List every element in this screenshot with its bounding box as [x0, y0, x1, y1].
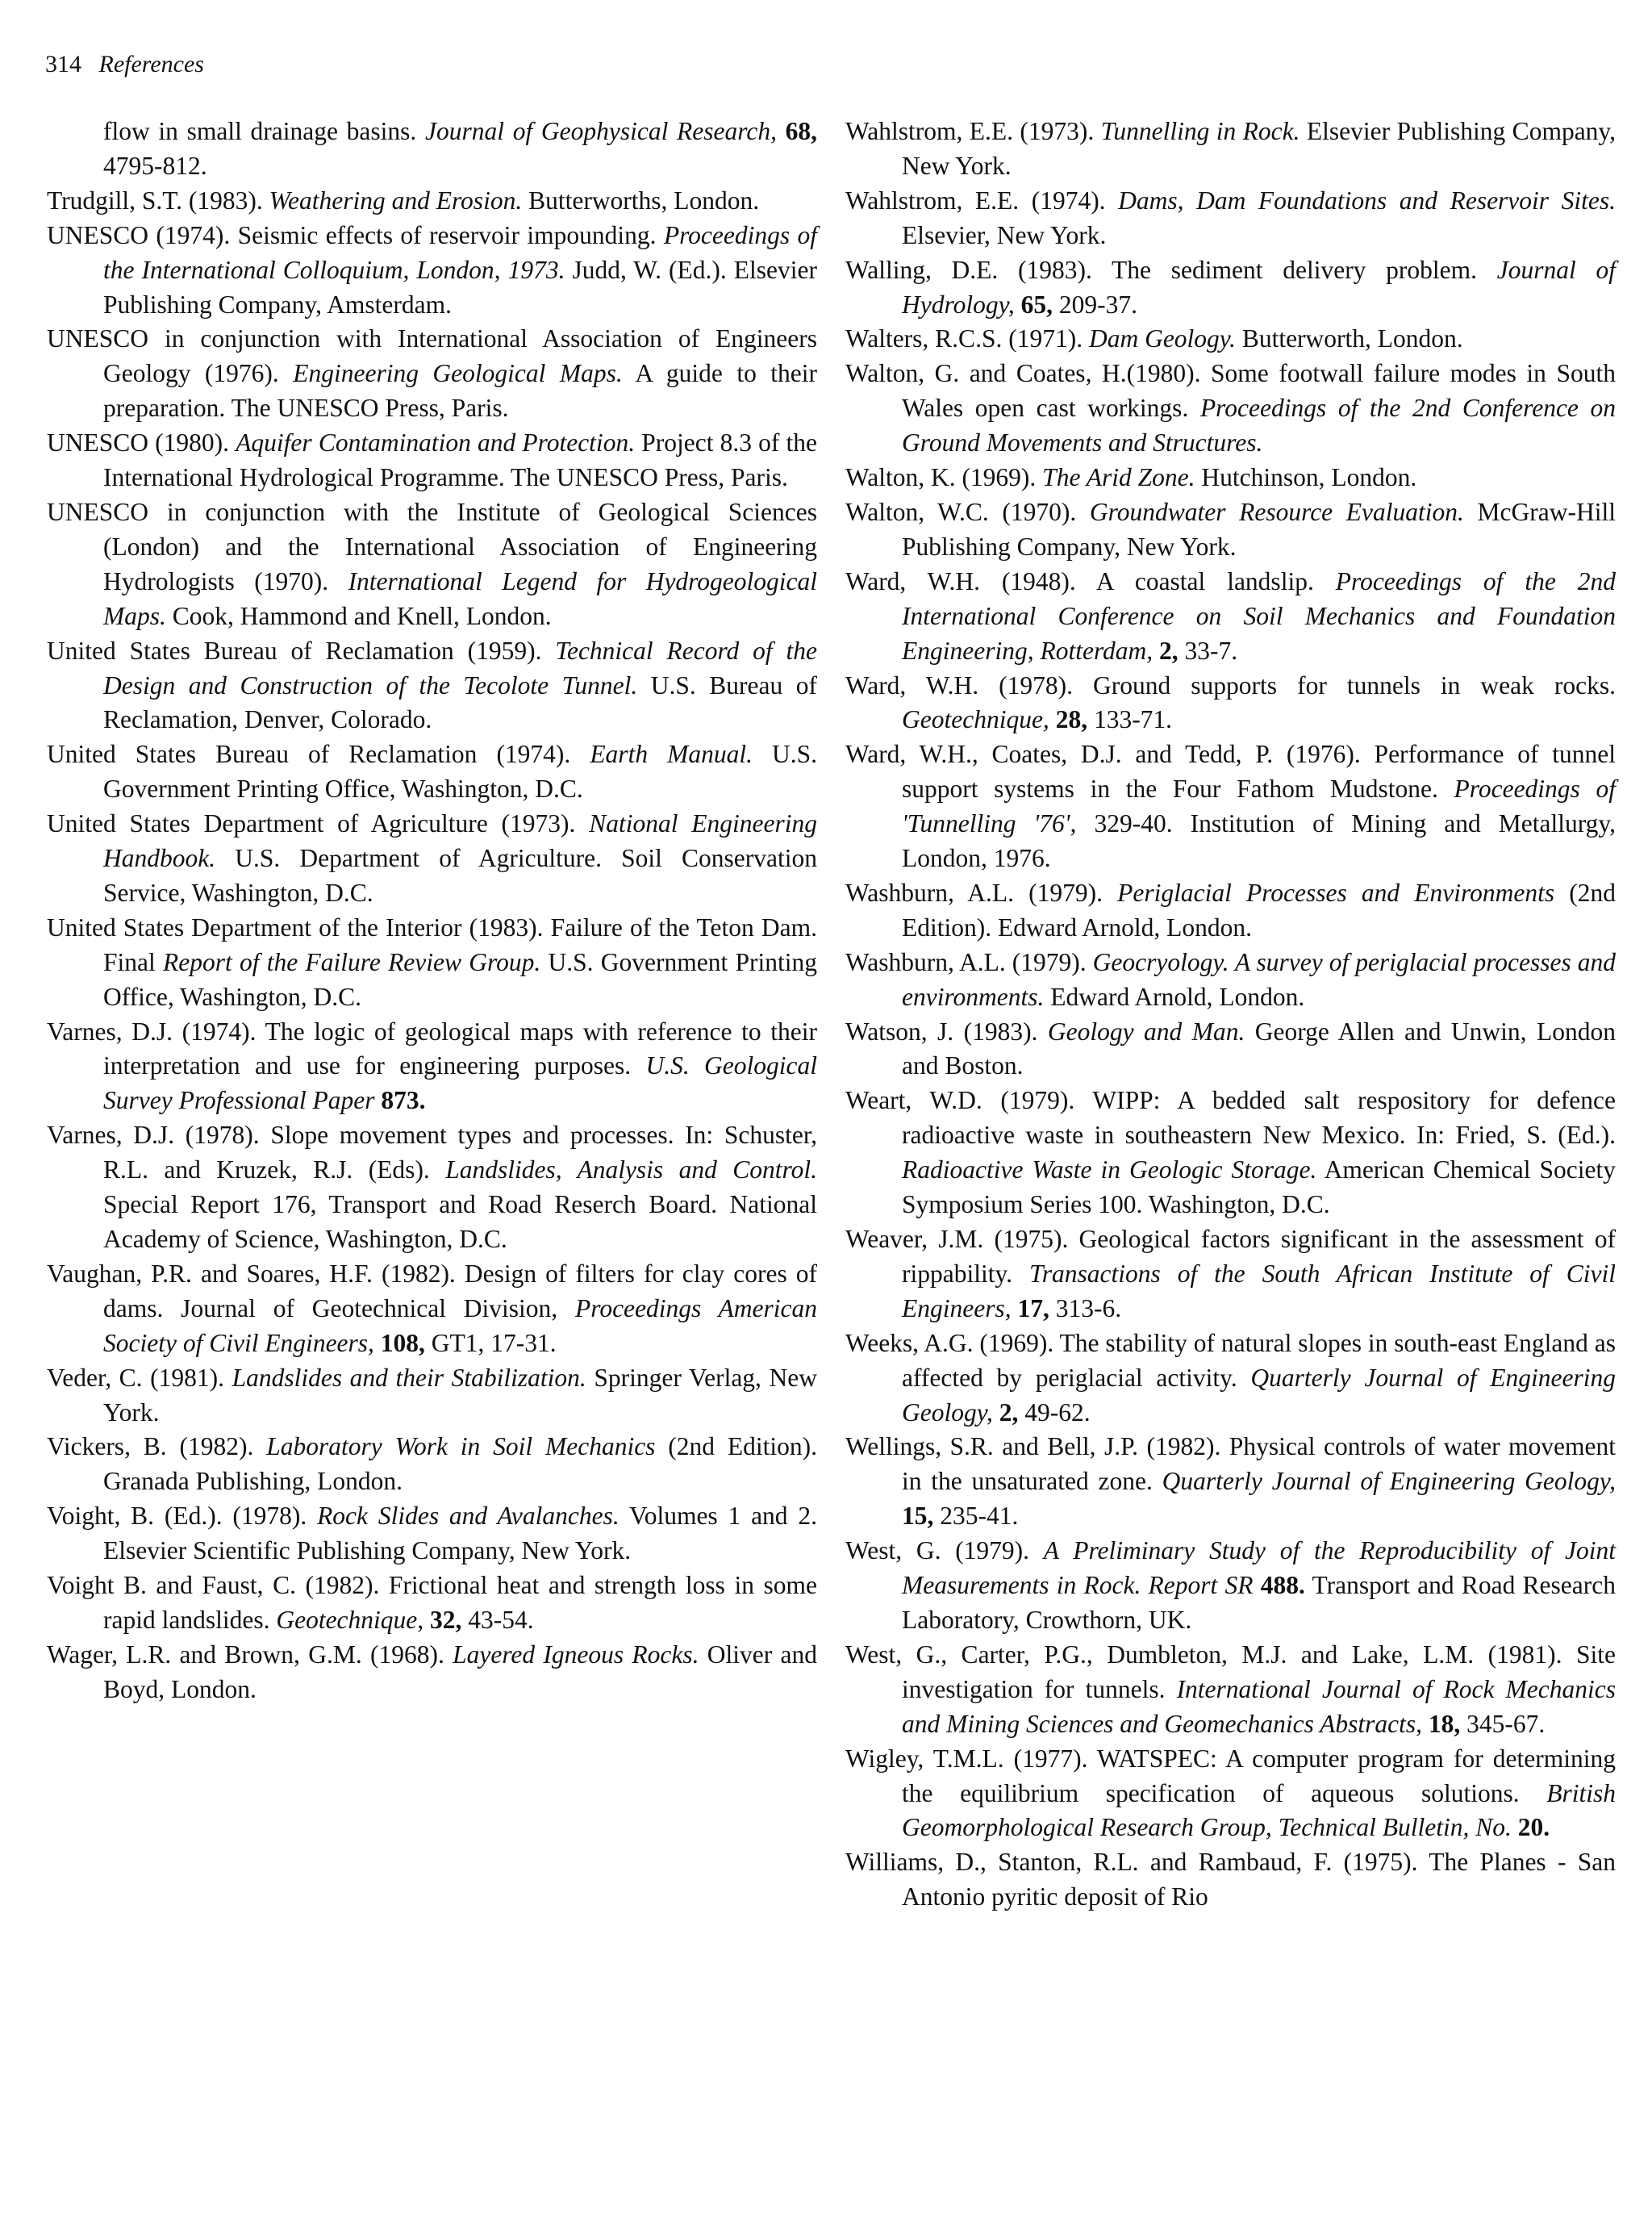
- reference-volume: 65,: [1020, 290, 1053, 319]
- reference-volume: 488.: [1260, 1571, 1305, 1600]
- reference-text: U.S. Department of Agriculture. Soil Conservation Service, Washington, D.C.: [103, 844, 817, 907]
- reference-entry: [47, 1257, 817, 1361]
- reference-text: Weaver, J.M. (1975). Geological factors significant in the assessment of rippability.: [845, 1225, 1616, 1288]
- reference-title: Proceedings of the 2nd International Conference on Soil Mechanics and Foundation Engineering, Rotterdam,: [902, 566, 1616, 665]
- reference-title: Report of the Failure Review Group.: [163, 947, 541, 976]
- reference-volume: 873.: [381, 1086, 426, 1115]
- reference-text: [423, 1606, 430, 1634]
- reference-text: U.S. Bureau of Reclamation, Denver, Colorado.: [103, 670, 817, 734]
- reference-entry: [47, 911, 817, 1015]
- reference-entry: [47, 1499, 817, 1569]
- reference-entry: [845, 565, 1616, 669]
- reference-text: McGraw-Hill Publishing Company, New York.: [902, 497, 1616, 561]
- reference-text: [993, 1398, 999, 1427]
- reference-volume: 2,: [1159, 636, 1179, 665]
- reference-title: Dams, Dam Foundations and Reservoir Sites.: [1118, 186, 1616, 215]
- reference-text: Voight B. and Faust, C. (1982). Frictional heat and strength loss in some rapid landslides.: [47, 1571, 817, 1634]
- reference-title: Quarterly Journal of Engineering Geology,: [1162, 1467, 1616, 1496]
- reference-text: Ward, W.H. (1948). A coastal landslip.: [845, 566, 1336, 595]
- reference-entry: [47, 1638, 817, 1707]
- reference-volume: 20.: [1517, 1813, 1550, 1842]
- reference-title: International Journal of Rock Mechanics and Mining Sciences and Geomechanics Abstracts,: [902, 1674, 1616, 1738]
- reference-text: Washburn, A.L. (1979).: [845, 947, 1093, 976]
- reference-title: Technical Record of the Design and Construction of the Tecolote Tunnel.: [103, 636, 817, 700]
- reference-text: 33-7.: [1178, 636, 1238, 665]
- reference-text: Wahlstrom, E.E. (1973).: [845, 117, 1101, 145]
- reference-entry: [47, 219, 817, 323]
- reference-title: Landslides and their Stabilization.: [232, 1363, 586, 1392]
- reference-entry: [47, 807, 817, 911]
- reference-text: West, G., Carter, P.G., Dumbleton, M.J. and Lake, L.M. (1981). Site investigation for tunnels.: [845, 1640, 1616, 1703]
- reference-title: Groundwater Resource Evaluation.: [1089, 497, 1464, 526]
- reference-text: 235-41.: [933, 1502, 1019, 1531]
- reference-text: [1422, 1710, 1429, 1738]
- reference-text: Varnes, D.J. (1978). Slope movement types and processes. In: Schuster, R.L. and Kruzek, R.J. (Eds).: [47, 1121, 817, 1184]
- reference-text: Special Report 176, Transport and Road Reserch Board. National Academy of Science, Washington, D.C.: [103, 1190, 817, 1253]
- reference-text: Butterworth, London.: [1235, 324, 1463, 353]
- reference-text: (2nd Edition). Granada Publishing, London.: [103, 1432, 817, 1496]
- reference-text: Transport and Road Research Laboratory, Crowthorn, UK.: [902, 1571, 1616, 1634]
- reference-text: UNESCO (1980).: [47, 428, 236, 457]
- reference-title: Geotechnique,: [902, 705, 1049, 734]
- reference-text: Judd, W. (Ed.). Elsevier Publishing Company, Amsterdam.: [103, 255, 817, 319]
- reference-entry: [47, 322, 817, 426]
- reference-text: [1153, 637, 1159, 665]
- reference-entry: [47, 1015, 817, 1119]
- reference-title: Periglacial Processes and Environments: [1117, 878, 1555, 907]
- reference-title: Rock Slides and Avalanches.: [317, 1502, 620, 1531]
- reference-entry: [845, 737, 1616, 876]
- reference-text: Vickers, B. (1982).: [47, 1432, 267, 1461]
- reference-text: 43-54.: [461, 1605, 534, 1634]
- reference-volume: 32,: [430, 1605, 462, 1634]
- reference-text: Elsevier, New York.: [902, 220, 1107, 249]
- reference-text: Trudgill, S.T. (1983).: [47, 186, 269, 215]
- reference-text: United States Department of the Interior (1983). Failure of the Teton Dam. Final: [47, 913, 817, 976]
- reference-entry: [845, 1638, 1616, 1742]
- reference-text: [1512, 1813, 1518, 1841]
- reference-text: Walton, K. (1969).: [845, 463, 1043, 492]
- reference-entry: [47, 426, 817, 495]
- reference-title: Landslides, Analysis and Control.: [445, 1155, 817, 1184]
- reference-text: Wager, L.R. and Brown, G.M. (1968).: [47, 1640, 453, 1669]
- reference-entry: [47, 1118, 817, 1257]
- reference-text: Washburn, A.L. (1979).: [845, 878, 1118, 907]
- reference-entry: [845, 1222, 1616, 1326]
- reference-text: UNESCO (1974). Seismic effects of reservoir impounding.: [47, 220, 664, 249]
- reference-text: UNESCO in conjunction with International Association of Engineers Geology (1976).: [47, 324, 817, 388]
- reference-text: flow in small drainage basins.: [103, 117, 426, 145]
- reference-text: Varnes, D.J. (1974). The logic of geological maps with reference to their interpretation and use for engineering purposes.: [47, 1017, 817, 1080]
- reference-text: Weeks, A.G. (1969). The stability of natural slopes in south-east England as affected by periglacial activity.: [845, 1328, 1616, 1392]
- reference-text: [374, 1329, 381, 1357]
- reference-text: (2nd Edition). Edward Arnold, London.: [902, 878, 1617, 942]
- reference-entry: [845, 1084, 1616, 1222]
- reference-text: Wahlstrom, E.E. (1974).: [845, 186, 1119, 215]
- reference-text: Ward, W.H. (1978). Ground supports for tunnels in weak rocks.: [845, 670, 1616, 700]
- reference-text: Elsevier Publishing Company, New York.: [902, 117, 1616, 180]
- reference-text: George Allen and Unwin, London and Boston.: [902, 1017, 1616, 1080]
- reference-text: Vaughan, P.R. and Soares, H.F. (1982). Design of filters for clay cores of dams. Journal of Geotechnical Division,: [47, 1259, 817, 1322]
- reference-text: Wigley, T.M.L. (1977). WATSPEC: A computer program for determining the equilibrium specification of aqueous solutions.: [845, 1744, 1616, 1807]
- reference-text: Butterworths, London.: [522, 186, 760, 215]
- reference-entry: [845, 253, 1616, 323]
- reference-text: A guide to their preparation. The UNESCO Press, Paris.: [103, 359, 818, 423]
- reference-title: Earth Manual.: [590, 740, 753, 769]
- reference-volume: 28,: [1055, 705, 1088, 734]
- reference-title: Geotechnique,: [276, 1605, 424, 1634]
- reference-title: Transactions of the South African Institute of Civil Engineers,: [902, 1259, 1616, 1322]
- reference-title: Aquifer Contamination and Protection.: [236, 428, 636, 457]
- reference-entry: [47, 1569, 817, 1638]
- reference-entry: [47, 1430, 817, 1499]
- reference-title: Geocryology. A survey of periglacial processes and environments.: [902, 947, 1616, 1011]
- reference-text: 345-67.: [1460, 1709, 1546, 1738]
- reference-text: Walton, G. and Coates, H.(1980). Some footwall failure modes in South Wales open cast workings.: [845, 359, 1616, 423]
- reference-text: Ward, W.H., Coates, D.J. and Tedd, P. (1976). Performance of tunnel support systems in the Four Fathom Mudstone.: [845, 740, 1616, 804]
- reference-text: Watson, J. (1983).: [845, 1017, 1048, 1046]
- reference-text: 313-6.: [1049, 1293, 1122, 1322]
- reference-entry: [47, 115, 817, 184]
- reference-volume: 2,: [999, 1397, 1019, 1427]
- reference-title: U.S. Geological Survey Professional Paper: [103, 1051, 818, 1115]
- reference-text: American Chemical Society Symposium Series 100. Washington, D.C.: [902, 1155, 1616, 1219]
- reference-entry: [845, 461, 1616, 495]
- reference-text: Edward Arnold, London.: [1044, 982, 1305, 1011]
- reference-title: International Legend for Hydrogeological Maps.: [103, 566, 817, 630]
- reference-text: West, G. (1979).: [845, 1536, 1044, 1565]
- reference-entry: [845, 1015, 1616, 1084]
- reference-text: United States Bureau of Reclamation (1974).: [47, 740, 590, 769]
- reference-text: [1015, 290, 1021, 319]
- reference-title: Proceedings American Society of Civil Engineers,: [103, 1293, 817, 1357]
- reference-text: [1254, 1571, 1261, 1599]
- reference-text: [1049, 705, 1056, 733]
- reference-entry: [845, 1326, 1616, 1431]
- reference-text: 133-71.: [1087, 705, 1173, 734]
- reference-volume: 68,: [785, 117, 818, 145]
- reference-title: Tunnelling in Rock.: [1100, 117, 1300, 145]
- reference-volume: 15,: [902, 1502, 934, 1531]
- reference-text: 329-40. Institution of Mining and Metallurgy, London, 1976.: [902, 809, 1616, 873]
- reference-title: Laboratory Work in Soil Mechanics: [266, 1432, 656, 1461]
- reference-text: 4795-812.: [103, 151, 207, 180]
- page-number: 314: [45, 51, 81, 77]
- reference-text: Voight, B. (Ed.). (1978).: [47, 1502, 318, 1531]
- reference-title: Layered Igneous Rocks.: [453, 1640, 699, 1669]
- section-title: References: [98, 51, 204, 77]
- reference-text: Volumes 1 and 2. Elsevier Scientific Publishing Company, New York.: [103, 1502, 818, 1565]
- reference-volume: 17,: [1017, 1293, 1049, 1322]
- reference-entry: [845, 322, 1616, 357]
- reference-text: Weart, W.D. (1979). WIPP: A bedded salt respository for defence radioactive waste in southeastern New Mexico. In: Fried, S. (Ed.).: [845, 1086, 1616, 1150]
- reference-title: Dam Geology.: [1088, 324, 1236, 353]
- reference-text: Williams, D., Stanton, R.L. and Rambaud, F. (1975). The Planes - San Antonio pyritic deposit of Rio: [845, 1848, 1616, 1911]
- reference-title: Proceedings of the International Colloquium, London, 1973.: [103, 220, 817, 284]
- reference-text: Project 8.3 of the International Hydrological Programme. The UNESCO Press, Paris.: [103, 428, 818, 492]
- reference-title: Geology and Man.: [1047, 1017, 1245, 1046]
- reference-text: Oliver and Boyd, London.: [103, 1640, 817, 1703]
- reference-text: Walters, R.C.S. (1971).: [845, 324, 1089, 353]
- reference-entry: [47, 634, 817, 738]
- reference-entry: [845, 876, 1616, 946]
- reference-entry: [845, 1534, 1616, 1638]
- reference-volume: 18,: [1428, 1709, 1461, 1738]
- reference-text: GT1, 17-31.: [424, 1328, 557, 1357]
- reference-text: Wellings, S.R. and Bell, J.P. (1982). Physical controls of water movement in the unsaturated zone.: [845, 1432, 1616, 1496]
- reference-title: The Arid Zone.: [1042, 463, 1195, 492]
- reference-title: Radioactive Waste in Geologic Storage.: [902, 1155, 1317, 1184]
- reference-text: [777, 117, 786, 145]
- reference-text: United States Department of Agriculture (1973).: [47, 809, 590, 838]
- reference-text: UNESCO in conjunction with the Institute of Geological Sciences (London) and the International Association of Engineering Hydrologists (1970).: [47, 497, 817, 595]
- right-column: [845, 115, 1616, 1915]
- reference-title: Weathering and Erosion.: [269, 186, 523, 215]
- reference-title: National Engineering Handbook.: [103, 809, 817, 873]
- reference-text: Veder, C. (1981).: [47, 1363, 232, 1392]
- reference-entry: [47, 495, 817, 634]
- reference-title: Engineering Geological Maps.: [293, 359, 623, 388]
- reference-entry: [47, 737, 817, 807]
- reference-title: Quarterly Journal of Engineering Geology,: [902, 1363, 1616, 1427]
- reference-text: Hutchinson, London.: [1195, 463, 1417, 492]
- reference-title: Proceedings of 'Tunnelling '76',: [902, 775, 1616, 838]
- reference-title: Journal of Geophysical Research,: [425, 117, 777, 145]
- reference-entry: [47, 1361, 817, 1431]
- reference-entry: [845, 1742, 1616, 1846]
- reference-text: United States Bureau of Reclamation (1959).: [47, 636, 556, 665]
- reference-title: A Preliminary Study of the Reproducibility of Joint Measurements in Rock. Report SR: [902, 1536, 1616, 1600]
- reference-text: 209-37.: [1052, 290, 1137, 319]
- reference-title: British Geomorphological Research Group, Technical Bulletin, No.: [902, 1778, 1616, 1842]
- reference-entry: [845, 357, 1616, 461]
- reference-entry: [845, 946, 1616, 1015]
- reference-entry: [845, 669, 1616, 738]
- reference-entry: [845, 1845, 1616, 1915]
- reference-entry: [845, 495, 1616, 565]
- reference-text: U.S. Government Printing Office, Washington, D.C.: [103, 947, 817, 1011]
- reference-title: Proceedings of the 2nd Conference on Ground Movements and Structures.: [902, 394, 1617, 457]
- left-column: [47, 115, 817, 1707]
- reference-entry: [845, 184, 1616, 253]
- reference-text: Walton, W.C. (1970).: [845, 497, 1090, 526]
- reference-text: 49-62.: [1018, 1397, 1091, 1427]
- reference-entry: [845, 1430, 1616, 1534]
- reference-text: U.S. Government Printing Office, Washington, D.C.: [103, 740, 817, 804]
- reference-text: Cook, Hammond and Knell, London.: [165, 601, 552, 630]
- running-header: [45, 48, 204, 81]
- reference-text: Walling, D.E. (1983). The sediment delivery problem.: [845, 255, 1497, 284]
- reference-text: Springer Verlag, New York.: [103, 1363, 817, 1427]
- reference-entry: [47, 184, 817, 219]
- reference-volume: 108,: [380, 1328, 425, 1357]
- reference-entry: [845, 115, 1616, 184]
- reference-title: Journal of Hydrology,: [902, 255, 1616, 319]
